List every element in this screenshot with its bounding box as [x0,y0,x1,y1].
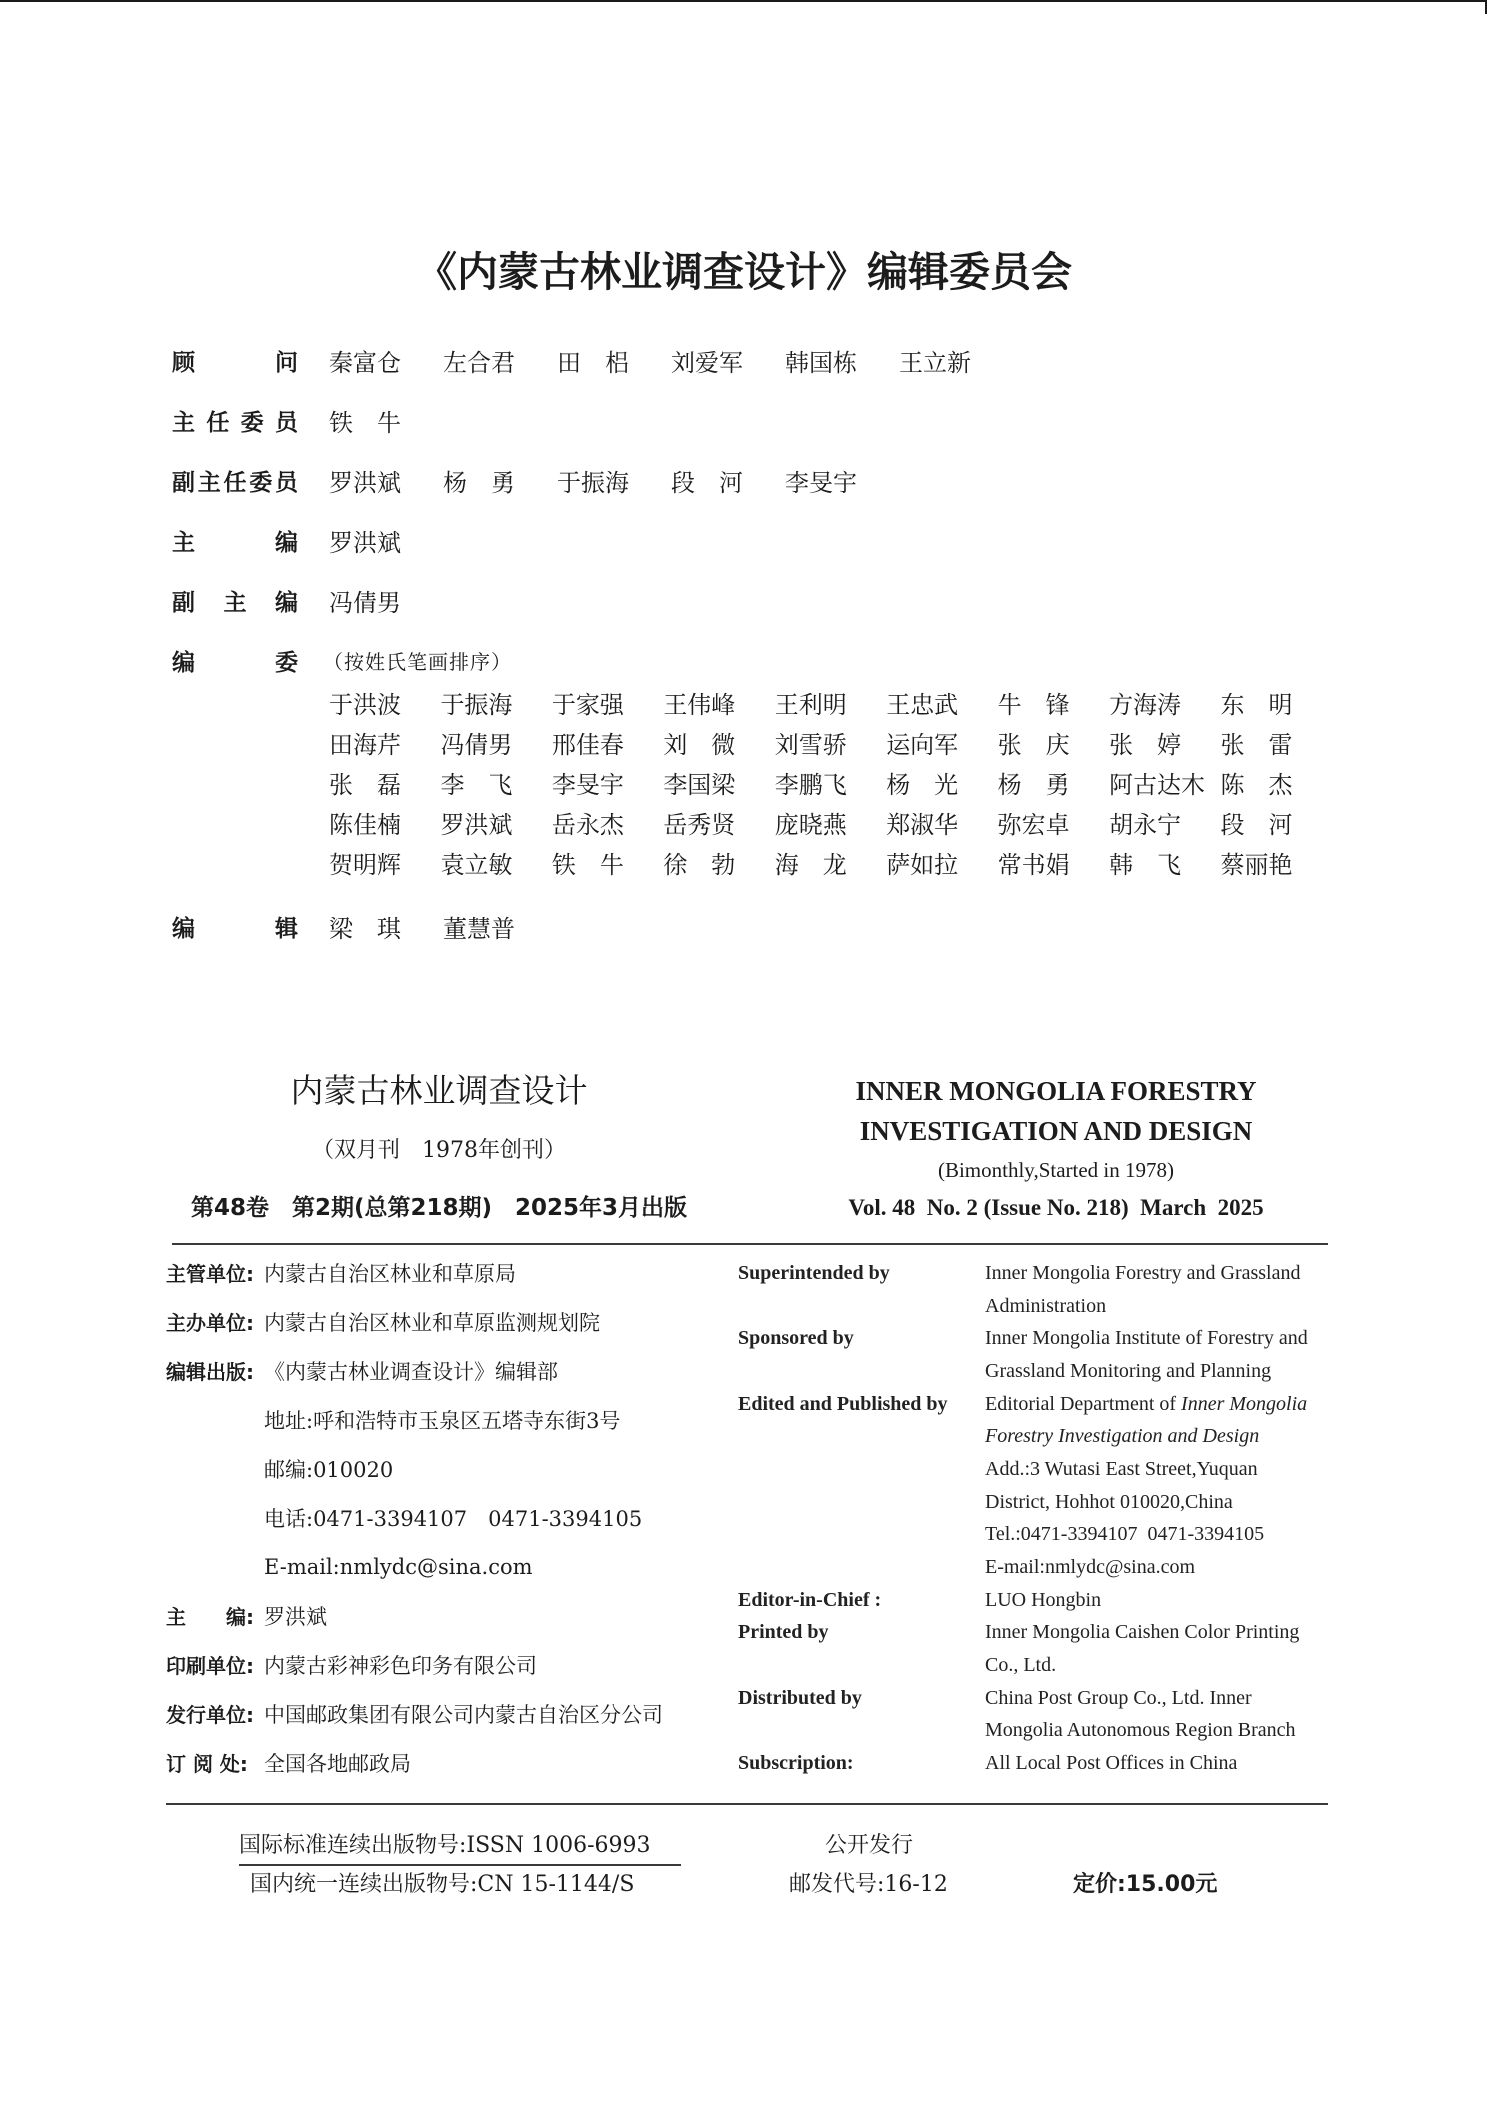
board-member-name: 杨 光 [886,770,959,799]
advisor-name: 韩国栋 [785,348,857,377]
en-entry-sponsored [738,1322,1328,1387]
role-label [172,344,298,377]
price: 定价:15.00元 [1073,1872,1218,1897]
advisor-name: 田 梠 [557,348,629,377]
info-row [166,1689,663,1738]
journal-name-en-line2: INVESTIGATION AND DESIGN [859,1116,1253,1146]
board-member-name: 胡永宁 [1109,810,1182,839]
en-value [985,1682,1296,1747]
en-label: Editor-in-Chief : [738,1588,882,1611]
label-char: 员 [274,409,298,436]
page-title: 《内蒙古林业调查设计》编辑委员会 [416,248,1072,296]
board-member-name: 徐 勃 [663,850,736,879]
editorial-committee [172,330,1332,956]
label-char: 委 [275,649,298,676]
board-row [329,842,1332,882]
journal-title-italic: Inner Mongolia [1181,1392,1308,1415]
board-member-name: 田海芹 [329,730,401,759]
distribution-note: 公开发行 [825,1833,914,1858]
label-char: 主 [172,409,195,436]
en-entry-subscription [738,1747,1328,1780]
board-member-name: 岳秀贤 [663,810,736,839]
role-label [172,524,298,557]
en-value-line: LUO Hongbin [985,1588,1102,1611]
divider [166,1803,1328,1805]
vice-director-name: 于振海 [557,468,629,497]
divider [172,1243,1328,1245]
board-member-name: 刘雪骄 [774,730,847,759]
board-member-name: 韩 飞 [1109,850,1182,879]
postal-distribution-code: 邮发代号:16-12 [789,1872,948,1897]
board-member-name: 铁 牛 [551,850,624,879]
en-entry-editor-in-chief [738,1584,1328,1617]
role-label [172,644,298,677]
journal-frequency-en: (Bimonthly,Started in 1978) [937,1158,1175,1182]
journal-frequency-cn: （双月刊 1978年创刊） [312,1138,566,1163]
board-member-name: 陈佳楠 [329,810,401,839]
label-char: 主 [197,469,221,496]
en-value-line: Inner Mongolia Institute of Forestry and [985,1327,1308,1350]
info-label: 主办单位: [166,1311,254,1335]
vice-director-name: 段 河 [671,468,743,497]
board-order-note: （按姓氏笔画排序） [323,649,512,674]
board-member-name: 蔡丽艳 [1220,850,1293,879]
journal-issue-en: Vol. 48 No. 2 (Issue No. 218) March 2025 [848,1195,1264,1220]
info-row [166,1591,663,1640]
publication-info-cn [166,1248,663,1787]
address-line: District, Hohhot 010020,China [985,1490,1233,1513]
board-member-name: 于洪波 [329,690,401,719]
info-value: 内蒙古自治区林业和草原局 [264,1261,516,1286]
board-member-name: 贺明辉 [329,850,401,879]
label-char: 副 [172,589,195,616]
advisor-name: 秦富仓 [329,348,401,377]
en-entry-distributed [738,1682,1328,1747]
email-line: E-mail:nmlydc@sina.com [985,1555,1196,1578]
board-member-name: 段 河 [1220,810,1293,839]
info-label: 印刷单位: [166,1654,254,1678]
committee-row-editor-in-chief [172,510,1332,570]
info-row [166,1542,663,1591]
label-char: 员 [275,469,298,496]
en-entry-printed [738,1616,1328,1681]
en-value-line: China Post Group Co., Ltd. Inner [985,1686,1252,1709]
names-list [329,523,443,558]
info-row [166,1248,663,1297]
committee-row-director [172,390,1332,450]
editor-name: 董慧普 [443,914,515,943]
info-value: 内蒙古自治区林业和草原监测规划院 [264,1310,600,1335]
committee-row-advisors [172,330,1332,390]
label-char: 编 [275,529,298,556]
deputy-editor-name: 冯倩男 [329,588,401,617]
director-name: 铁 牛 [329,408,401,437]
en-value [985,1257,1301,1322]
board-member-name: 袁立敏 [440,850,513,879]
board-row [329,802,1332,842]
names-list [329,403,443,438]
names-list [329,463,899,498]
names-list [329,909,557,944]
committee-row-deputy-editor [172,570,1332,630]
advisor-name: 刘爱军 [671,348,743,377]
label-char: 编 [275,589,298,616]
label-char: 任 [206,409,230,436]
board-member-name: 于振海 [440,690,513,719]
issn-number: 国际标准连续出版物号:ISSN 1006-6993 [239,1833,651,1858]
info-row [166,1297,663,1346]
board-member-name: 庞晓燕 [774,810,847,839]
board-member-name: 运向军 [886,730,959,759]
label-char: 委 [240,409,264,436]
info-value: 邮编:010020 [264,1457,394,1482]
board-row [329,722,1332,762]
en-entry-edited [738,1388,1328,1584]
en-label: Sponsored by [738,1327,854,1350]
editor-name: 梁 琪 [329,914,401,943]
names-list [329,343,1013,378]
en-value-line: Administration [985,1294,1107,1317]
info-value: 地址:呼和浩特市玉泉区五塔寺东街3号 [264,1408,621,1433]
info-label: 主 编: [166,1605,254,1629]
en-value-line: Inner Mongolia Caishen Color Printing [985,1621,1300,1644]
info-value: 全国各地邮政局 [264,1751,411,1776]
board-member-name: 于家强 [551,690,624,719]
info-row [166,1640,663,1689]
journal-issue-cn: 第48卷 第2期(总第218期) 2025年3月出版 [190,1195,688,1221]
address-line: Add.:3 Wutasi East Street,Yuquan [985,1457,1258,1480]
label-char: 副 [172,469,195,496]
en-value-line: Grassland Monitoring and Planning [985,1359,1272,1382]
label-char: 主 [223,589,247,616]
board-member-grid [329,682,1332,882]
info-value: 罗洪斌 [264,1604,327,1629]
info-row [166,1346,663,1395]
role-label [172,404,298,437]
scan-edge-top [0,0,1486,2]
board-member-name: 弥宏卓 [997,810,1070,839]
label-char: 问 [275,349,298,376]
label-char: 辑 [275,915,298,942]
board-member-name: 邢佳春 [551,730,624,759]
en-value-line: All Local Post Offices in China [985,1751,1238,1774]
board-member-name: 张 磊 [329,770,401,799]
board-member-name: 常书娟 [997,850,1070,879]
vice-director-name: 李旻宇 [785,468,857,497]
label-char: 任 [223,469,247,496]
info-label: 编辑出版: [166,1360,254,1384]
board-member-name: 方海涛 [1109,690,1182,719]
info-label: 主管单位: [166,1262,254,1286]
board-member-name: 王利明 [774,690,847,719]
journal-name-en-line1: INNER MONGOLIA FORESTRY [855,1076,1257,1106]
info-value: 电话:0471-3394107 0471-3394105 [264,1506,643,1531]
advisor-name: 王立新 [899,348,971,377]
en-value [985,1747,1237,1780]
board-member-name: 张 庆 [997,730,1070,759]
board-member-name: 罗洪斌 [440,810,513,839]
en-value [985,1322,1308,1387]
editor-in-chief-name: 罗洪斌 [329,528,401,557]
label-char: 主 [172,529,195,556]
role-label [172,910,298,943]
vice-director-name: 罗洪斌 [329,468,401,497]
board-member-name: 李鹏飞 [774,770,847,799]
en-label: Distributed by [738,1686,862,1709]
vice-director-name: 杨 勇 [443,468,515,497]
telephone-line: Tel.:0471-3394107 0471-3394105 [985,1523,1265,1546]
board-row [329,682,1332,722]
label-char: 委 [249,469,273,496]
issn-underline [239,1864,681,1866]
en-value [985,1616,1299,1681]
board-member-name: 阿古达木 [1109,770,1206,799]
en-value-line [985,1420,1307,1453]
board-member-name: 刘 微 [663,730,736,759]
board-member-name: 牛 锋 [997,690,1070,719]
scan-edge-right [1485,0,1487,14]
committee-row-editors [172,896,1332,956]
info-label: 订 阅 处: [166,1752,248,1776]
board-member-name: 张 婷 [1109,730,1182,759]
board-member-name: 东 明 [1220,690,1293,719]
department-prefix: Editorial Department of [985,1392,1182,1415]
board-member-name: 张 雷 [1220,730,1293,759]
label-char: 编 [172,649,195,676]
committee-row-board [172,638,1332,682]
board-member-name: 岳永杰 [551,810,624,839]
en-value-line: Co., Ltd. [985,1653,1057,1676]
board-member-name: 陈 杰 [1220,770,1293,799]
info-value: 《内蒙古林业调查设计》编辑部 [264,1359,558,1384]
committee-row-vice-directors [172,450,1332,510]
info-row [166,1395,663,1444]
en-label: Edited and Published by [738,1392,948,1415]
en-value-line [985,1388,1307,1421]
board-member-name: 海 龙 [774,850,847,879]
board-member-name: 王伟峰 [663,690,736,719]
role-label [172,464,298,497]
board-member-name: 李旻宇 [551,770,624,799]
journal-title-italic: Forestry Investigation and Design [985,1425,1260,1448]
en-value [985,1388,1307,1584]
board-row [329,762,1332,802]
names-list [329,583,443,618]
en-value-line: Inner Mongolia Forestry and Grassland [985,1262,1301,1284]
board-member-name: 萨如拉 [886,850,959,879]
board-member-name: 郑淑华 [886,810,959,839]
publication-info-en [738,1257,1328,1780]
info-label: 发行单位: [166,1703,254,1727]
en-value [985,1584,1101,1617]
label-char: 编 [172,915,195,942]
en-label: Superintended by [738,1262,890,1284]
role-label [172,584,298,617]
en-label: Subscription: [738,1751,854,1774]
board-member-name: 李 飞 [440,770,513,799]
info-value: E-mail:nmlydc@sina.com [264,1554,533,1579]
board-member-name: 王忠武 [886,690,959,719]
journal-name-cn: 内蒙古林业调查设计 [290,1071,588,1110]
en-entry-superintended [738,1257,1328,1322]
advisor-name: 左合君 [443,348,515,377]
info-row [166,1444,663,1493]
board-member-name: 李国梁 [663,770,736,799]
cn-number: 国内统一连续出版物号:CN 15-1144/S [250,1872,635,1897]
en-value-line: Mongolia Autonomous Region Branch [985,1719,1296,1742]
board-member-name: 杨 勇 [997,770,1070,799]
info-row [166,1738,663,1787]
info-row [166,1493,663,1542]
label-char: 顾 [172,349,195,376]
info-value: 内蒙古彩神彩色印务有限公司 [264,1653,537,1678]
info-value: 中国邮政集团有限公司内蒙古自治区分公司 [264,1702,663,1727]
en-label: Printed by [738,1621,829,1644]
board-member-name: 冯倩男 [440,730,513,759]
